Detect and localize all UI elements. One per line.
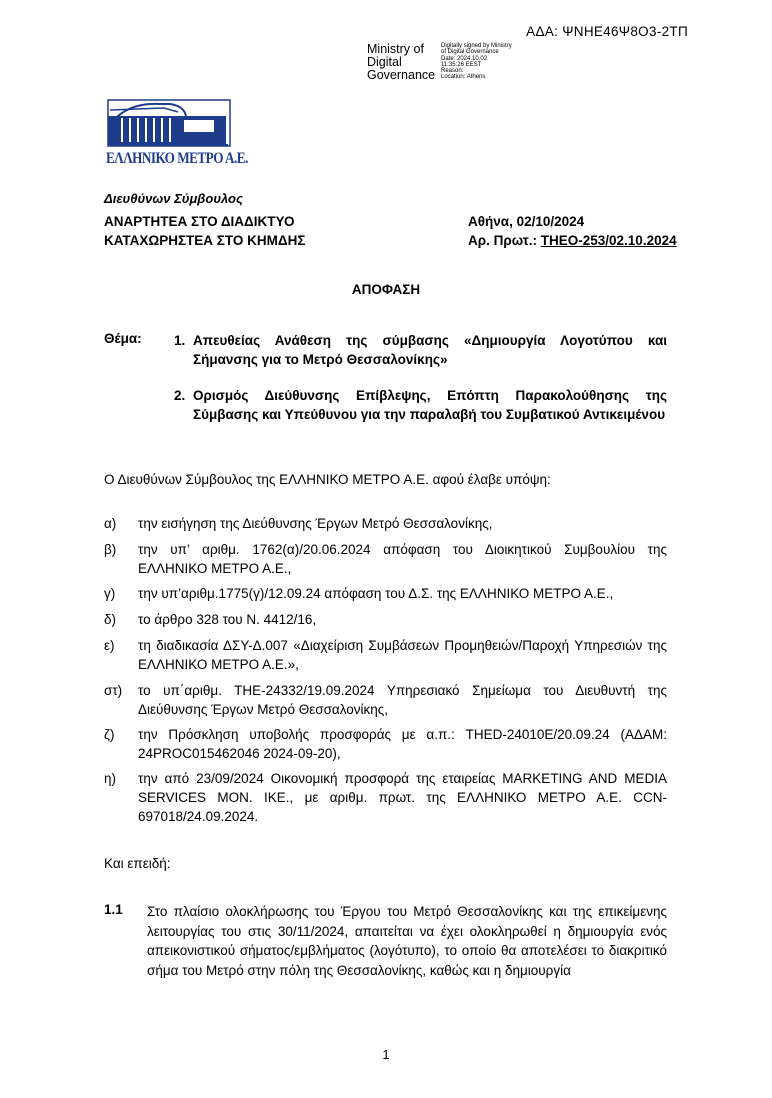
signature-detail-line: 11:35:26 EEST xyxy=(441,61,482,68)
consideration-text: την από 23/09/2024 Οικονομική προσφορά της εταιρείας MARKETING AND MEDIA SERVICES MON. IKE., με αριθμ. πρωτ. της ΕΛΛΗΝΙΚΟ ΜΕΤΡΟ Α.Ε. CCN-697018/24.09.2024. xyxy=(138,771,667,824)
subject-item xyxy=(174,386,667,424)
post-label: ΑΝΑΡΤΗΤΕΑ ΣΤΟ ΔΙΑΔΙΚΤΥΟ xyxy=(104,214,295,229)
consideration-item xyxy=(104,610,667,629)
subject-item-number: 1. xyxy=(174,333,186,348)
protocol-label: Αρ. Πρωτ.: xyxy=(468,233,541,248)
consideration-item xyxy=(104,636,667,674)
signature-name-line: Governance xyxy=(367,68,436,82)
consideration-label: γ) xyxy=(104,586,116,601)
consideration-item xyxy=(104,540,667,578)
consideration-label: β) xyxy=(104,542,117,557)
consideration-text: τη διαδικασία ΔΣΥ-Δ.007 «Διαχείριση Συμβάσεων Προμηθειών/Παροχή Υπηρεσιών της ΕΛΛΗΝΙΚΟ ΜΕΤΡΟ Α.Ε.», xyxy=(138,638,667,672)
consideration-text: την υπ’αριθμ.1775(γ)/12.09.24 απόφαση του Δ.Σ. της ΕΛΛΗΝΙΚΟ ΜΕΤΡΟ Α.Ε., xyxy=(138,586,614,601)
page-number: 1 xyxy=(382,1047,390,1062)
signature-name-line: Digital xyxy=(367,55,402,69)
consideration-label: α) xyxy=(104,516,117,531)
signature-detail-line: Digitally signed by Ministry xyxy=(441,43,512,49)
protocol-number: ΤΗΕΟ-253/02.10.2024 xyxy=(540,233,677,248)
consideration-label: ζ) xyxy=(104,727,115,742)
consideration-label: δ) xyxy=(104,612,117,627)
consideration-item xyxy=(104,584,667,603)
subject-item xyxy=(174,331,667,369)
signature-detail-line: Reason: xyxy=(441,68,464,75)
consideration-item xyxy=(104,514,667,533)
since-label: Και επειδή: xyxy=(104,856,171,871)
subject-item-text: Ορισμός Διεύθυνσης Επίβλεψης, Επόπτη Παρακολούθησης της Σύμβασης και Υπεύθυνου για την παραλαβή του Συμβατικού Αντικειμένου xyxy=(193,388,667,422)
signature-name-line: Ministry of xyxy=(367,42,424,56)
intro-text: Ο Διευθύνων Σύμβουλος της ΕΛΛΗΝΙΚΟ ΜΕΤΡΟ Α.Ε. αφού έλαβε υπόψη: xyxy=(104,472,551,487)
consideration-label: ε) xyxy=(104,638,115,653)
signature-detail-line: Date: 2024.10.02 xyxy=(441,55,488,62)
issuer: Διευθύνων Σύμβουλος xyxy=(104,191,243,206)
consideration-text: την εισήγηση της Διεύθυνσης Έργων Μετρό Θεσσαλονίκης, xyxy=(138,516,493,531)
place-date: Αθήνα, 02/10/2024 xyxy=(468,214,585,229)
consideration-text: το υπ΄αριθμ. ΤΗΕ-24332/19.09.2024 Υπηρεσιακό Σημείωμα του Διευθυντή της Διεύθυνσης Έργων Μετρό Θεσσαλονίκης, xyxy=(138,683,667,717)
paragraph-number: 1.1 xyxy=(104,902,123,917)
subject-item-number: 2. xyxy=(174,388,186,403)
consideration-item xyxy=(104,725,667,763)
register-label: ΚΑΤΑΧΩΡΗΣΤΕΑ ΣΤΟ ΚΗΜΔΗΣ xyxy=(104,233,306,248)
consideration-label: η) xyxy=(104,771,117,786)
consideration-text: την υπ’ αριθμ. 1762(α)/20.06.2024 απόφαση του Διοικητικού Συμβουλίου της ΕΛΛΗΝΙΚΟ ΜΕΤΡΟ Α.Ε., xyxy=(138,542,667,576)
consideration-text: την Πρόσκληση υποβολής προσφοράς με α.π.: THED-24010E/20.09.24 (ΑΔΑΜ: 24PROC015462046 2024-09-20), xyxy=(138,727,667,761)
signature-details xyxy=(441,43,512,81)
signature-name xyxy=(367,43,435,82)
consideration-item xyxy=(104,681,667,719)
consideration-label: στ) xyxy=(104,683,123,698)
protocol xyxy=(468,233,677,248)
document-title: ΑΠΟΦΑΣΗ xyxy=(351,282,421,297)
signature-detail-line: of Digital Governance xyxy=(441,49,499,56)
paragraph-text: Στο πλαίσιο ολοκλήρωσης του Έργου του Μετρό Θεσσαλονίκης και της επικείμενης λειτουργίας του στις 30/11/2024, απαιτείται να έχει ολοκληρωθεί η δημιουργία ενός απεικονιστικού σήματος/εμβλήματος (λογότυπο), το οποίο θα αποτελέσει το διακριτικό σήμα του Μετρό στην πόλη της Θεσσαλονίκης, καθώς και η δημιουργία xyxy=(147,904,667,979)
subject-label: Θέμα: xyxy=(104,331,142,346)
ada-code: ΑΔΑ: ΨΝΗΕ46Ψ8Ο3-2ΤΠ xyxy=(526,24,688,39)
signature-detail-line: Location: Athens xyxy=(441,74,486,81)
consideration-text: το άρθρο 328 του Ν. 4412/16, xyxy=(138,612,317,627)
consideration-item xyxy=(104,769,667,826)
logo-text: ΕΛΛΗΝΙΚΟ ΜΕΤΡΟ Α.Ε. xyxy=(106,150,248,167)
subject-item-text: Απευθείας Ανάθεση της σύμβασης «Δημιουργία Λογοτύπου και Σήμανσης για το Μετρό Θεσσαλονίκης» xyxy=(193,333,667,367)
